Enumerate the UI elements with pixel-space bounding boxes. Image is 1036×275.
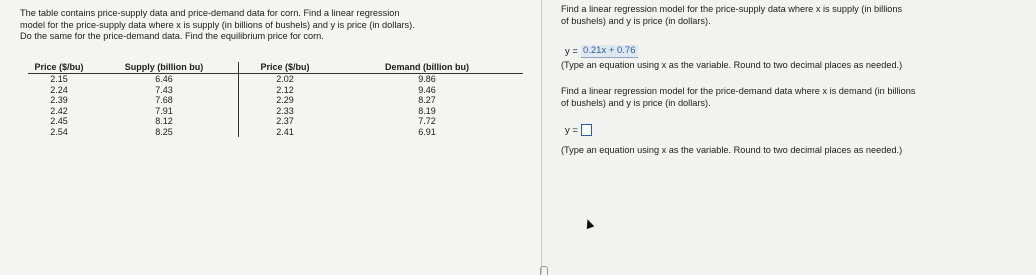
table-cell: 2.02 (276, 74, 294, 84)
table-cell: 2.45 (50, 116, 68, 126)
header-price-demand: Price ($/bu) (239, 62, 332, 74)
table-cell: 2.41 (276, 126, 294, 137)
table-row (28, 127, 523, 138)
table-cell: 2.54 (50, 126, 68, 137)
table-cell: 8.25 (90, 127, 239, 138)
table-cell: 2.33 (276, 105, 294, 116)
question-2-line: of bushels) and y is price (in dollars). (561, 97, 711, 108)
table-cell: 8.27 (418, 95, 436, 105)
question-2-line: Find a linear regression model for the price-demand data where x is demand (in billions (561, 86, 916, 96)
header-supply: Supply (billion bu) (90, 62, 239, 74)
answer-prefix: y = (565, 124, 578, 136)
question-2-answer (565, 124, 592, 136)
question-1-answer (565, 45, 638, 58)
table-cell: 2.15 (50, 74, 68, 84)
table-row (28, 74, 523, 85)
problem-line: The table contains price-supply data and price-demand data for corn. Find a linear regression (20, 8, 400, 18)
table-cell: 9.46 (418, 84, 436, 95)
problem-line: model for the price-supply data where x is supply (in billions of bushels) and y is price (in dollars). (20, 19, 415, 30)
table-cell: 6.91 (418, 126, 436, 137)
table-cell: 8.19 (418, 105, 436, 116)
table-cell: 6.46 (90, 74, 239, 85)
table-header-row (28, 62, 523, 74)
demand-equation-answer-field[interactable] (581, 124, 592, 136)
problem-statement (20, 8, 415, 43)
question-2-text (561, 86, 915, 109)
answer-prefix: y = (565, 46, 578, 57)
answer-pane (542, 0, 1036, 274)
table-cell: 8.12 (90, 116, 239, 127)
table-cell: 2.39 (50, 95, 68, 105)
table-row (28, 106, 523, 117)
table-row (28, 85, 523, 96)
table-cell: 9.86 (418, 74, 436, 84)
question-1-line: Find a linear regression model for the price-supply data where x is supply (in billions (561, 4, 903, 14)
table-cell: 7.43 (90, 85, 239, 96)
price-supply-demand-table (28, 62, 523, 137)
header-price-supply: Price ($/bu) (28, 62, 90, 74)
question-2-hint: (Type an equation using x as the variable. Round to two decimal places as needed.) (561, 145, 903, 155)
supply-equation-answer-field[interactable]: 0.21x + 0.76 (582, 45, 636, 56)
table-cell: 2.42 (50, 105, 68, 116)
table-cell: 2.29 (276, 95, 294, 105)
question-1-line: of bushels) and y is price (in dollars). (561, 15, 711, 26)
question-1-text (561, 4, 902, 27)
question-1-hint: (Type an equation using x as the variable. Round to two decimal places as needed.) (561, 60, 903, 70)
table-cell: 7.68 (90, 95, 239, 106)
header-demand: Demand (billion bu) (331, 62, 523, 74)
table-row (28, 116, 523, 127)
problem-line: Do the same for the price-demand data. Find the equilibrium price for corn. (20, 31, 324, 41)
table-cell: 7.72 (418, 116, 436, 126)
table-row (28, 95, 523, 106)
table-cell: 2.24 (50, 84, 68, 95)
table-cell: 7.91 (90, 106, 239, 117)
table-cell: 2.37 (276, 116, 294, 126)
table-cell: 2.12 (276, 84, 294, 95)
